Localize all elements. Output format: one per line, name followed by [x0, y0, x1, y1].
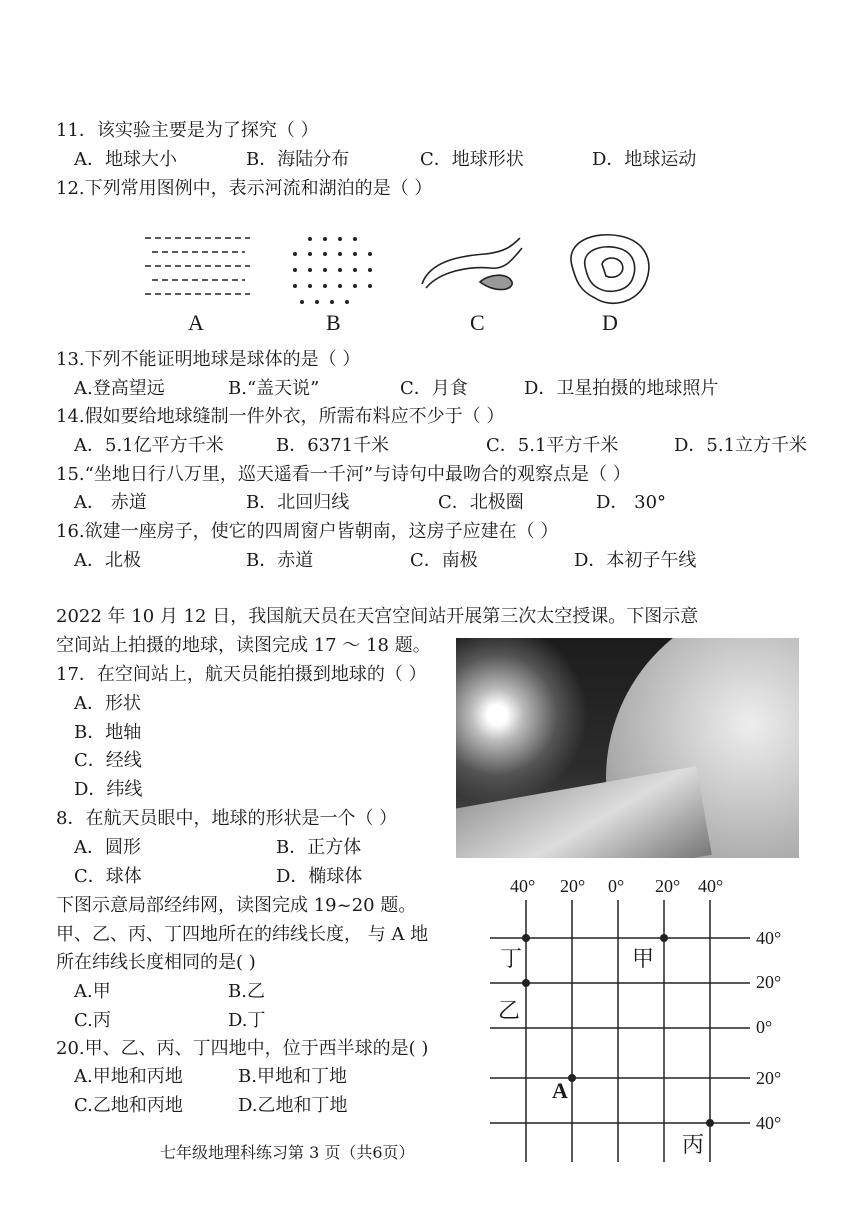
q20-option-b: B.甲地和丁地: [238, 1066, 347, 1087]
grid-point-a: A: [552, 1078, 568, 1103]
q17-option-c: C．经线: [74, 750, 142, 771]
q11-option-b: B．海陆分布: [246, 149, 350, 170]
q18-option-b: B．正方体: [276, 837, 362, 858]
q13-option-d: D．卫星拍摄的地球照片: [524, 378, 719, 399]
q18-stem: 8．在航天员眼中，地球的形状是一个（ ）: [56, 808, 398, 829]
legend-river-lake: [422, 238, 522, 290]
grid-lat-label-2: 20°: [756, 972, 782, 992]
q16-stem: 16.欲建一座房子，使它的四周窗户皆朝南，这房子应建在（ ）: [56, 521, 559, 542]
grid-lat-label-4: 20°: [756, 1068, 782, 1088]
q15-option-c: C．北极圈: [438, 492, 524, 513]
q14-option-a: A．5.1亿平方千米: [74, 435, 224, 456]
q19-option-b: B.乙: [228, 981, 265, 1002]
q18-option-a: A．圆形: [74, 837, 141, 858]
q20-option-d: D.乙地和丁地: [238, 1095, 348, 1116]
legend-letter-d: D: [602, 310, 618, 335]
q16-option-c: C．南极: [410, 550, 478, 571]
legend-contour-lines: [571, 235, 649, 304]
q17-stem: 17．在空间站上，航天员能拍摄到地球的（ ）: [56, 664, 427, 685]
grid-lon-label-5: 40°: [698, 876, 724, 896]
q16-option-b: B．赤道: [246, 550, 314, 571]
q19-option-d: D.丁: [228, 1010, 266, 1031]
legend-letter-a: A: [188, 310, 204, 335]
q14-option-b: B．6371千米: [276, 435, 390, 456]
q19-stem-line-1: 甲、乙、丙、丁四地所在的纬线长度， 与 A 地: [56, 924, 429, 945]
q12-stem: 12.下列常用图例中，表示河流和湖泊的是（ ）: [56, 178, 433, 199]
q14-option-c: C．5.1平方千米: [486, 435, 619, 456]
legend-dot-pattern: [293, 237, 372, 304]
q16-option-d: D．本初子午线: [574, 550, 697, 571]
passage-line-1: 2022 年 10 月 12 日，我国航天员在天宫空间站开展第三次太空授课。下图示意: [56, 606, 699, 627]
grid-lat-label-1: 40°: [756, 928, 782, 948]
q17-option-b: B．地轴: [74, 722, 142, 743]
q17-option-d: D．纬线: [74, 779, 143, 800]
q15-stem: 15.“坐地日行八万里，巡天遥看一千河”与诗句中最吻合的观察点是（ ）: [56, 464, 631, 485]
q16-option-a: A．北极: [74, 550, 141, 571]
grid-lon-label-3: 0°: [608, 876, 625, 896]
q11-option-c: C．地球形状: [420, 149, 524, 170]
page-footer: 七年级地理科练习第 3 页（共6页）: [160, 1143, 415, 1162]
q20-option-c: C.乙地和丙地: [74, 1095, 183, 1116]
passage-line-2: 空间站上拍摄的地球，读图完成 17 ～ 18 题。: [56, 635, 431, 656]
q11-option-d: D．地球运动: [592, 149, 697, 170]
grid-point-ding: 丁: [500, 946, 523, 971]
q19-option-c: C.丙: [74, 1010, 111, 1031]
grid-point-jia: 甲: [632, 946, 655, 971]
q19-intro: 下图示意局部经纬网，读图完成 19~20 题。: [56, 895, 417, 916]
earth-from-space-photo: [456, 638, 799, 858]
q15-option-a: A． 赤道: [74, 492, 147, 513]
q11-option-a: A．地球大小: [74, 149, 177, 170]
grid-point-bing: 丙: [682, 1132, 705, 1157]
grid-point-yi: 乙: [498, 998, 521, 1023]
grid-lat-label-5: 40°: [756, 1113, 782, 1133]
grid-lon-label-4: 20°: [655, 876, 681, 896]
q13-option-c: C．月食: [400, 378, 468, 399]
q18-option-c: C．球体: [74, 866, 142, 887]
lat-long-grid: [470, 900, 760, 1165]
q15-option-d: D． 30°: [596, 492, 667, 513]
q11-stem: 11．该实验主要是为了探究（ ）: [56, 120, 319, 141]
q13-option-a: A.登高望远: [74, 378, 165, 399]
grid-lat-label-3: 0°: [756, 1017, 773, 1037]
grid-lon-label-2: 20°: [560, 876, 586, 896]
q18-option-d: D．椭球体: [276, 866, 363, 887]
q20-stem: 20.甲、乙、丙、丁四地中，位于西半球的是( ): [56, 1038, 429, 1059]
q14-stem: 14.假如要给地球缝制一件外衣，所需布料应不少于（ ）: [56, 406, 505, 427]
map-legend-figures: [140, 226, 660, 316]
q19-option-a: A.甲: [74, 981, 111, 1002]
legend-dashed-lines: [145, 238, 250, 294]
legend-letter-c: C: [470, 310, 485, 335]
q13-option-b: B.“盖天说”: [228, 378, 320, 399]
q19-stem-line-2: 所在纬线长度相同的是( ): [56, 952, 256, 973]
q14-option-d: D．5.1立方千米: [674, 435, 808, 456]
station-panel: [456, 766, 712, 858]
grid-lon-label-1: 40°: [510, 876, 536, 896]
legend-letter-b: B: [326, 310, 341, 335]
q15-option-b: B．北回归线: [246, 492, 350, 513]
q17-option-a: A．形状: [74, 693, 141, 714]
q13-stem: 13.下列不能证明地球是球体的是（ ）: [56, 349, 361, 370]
q20-option-a: A.甲地和丙地: [74, 1066, 183, 1087]
